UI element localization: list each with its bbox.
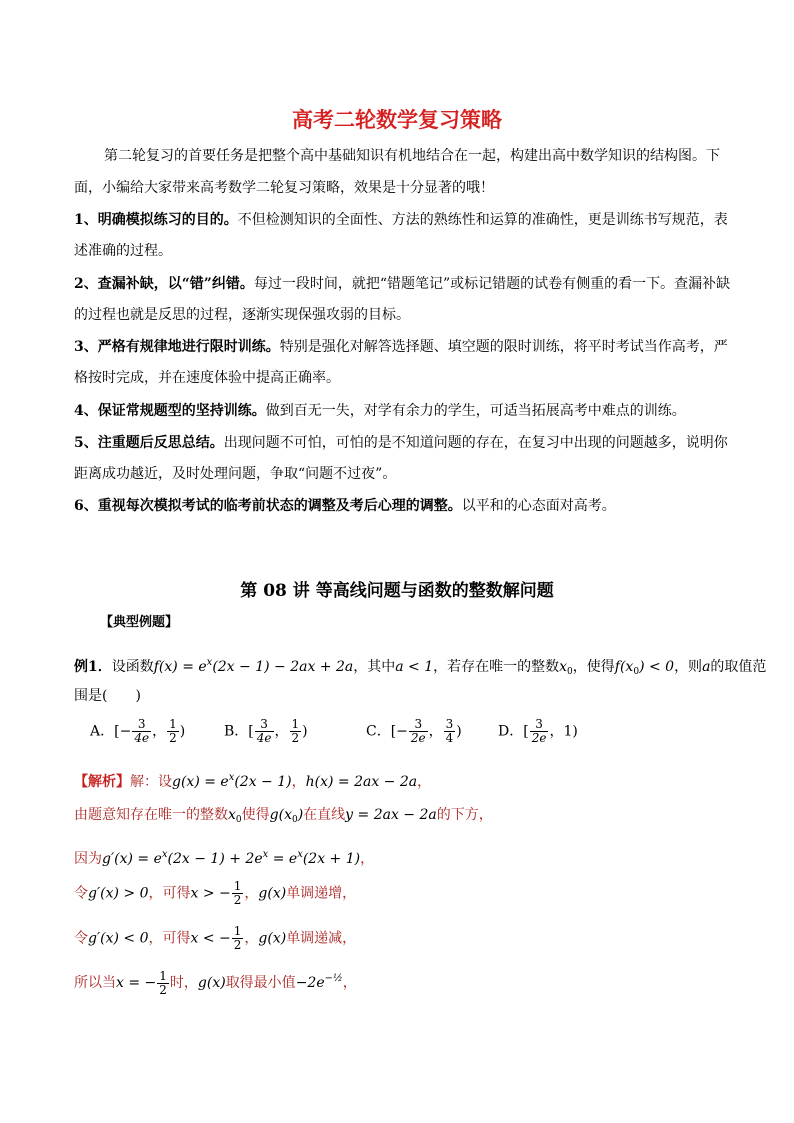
item-5-heading: 5、注重题后反思总结。 [74,435,224,451]
s4-frac: $\frac{1}{2}$ [233,879,242,907]
s2-x: x [228,807,236,823]
lecture-title: 第 08 讲 等高线问题与函数的整数解问题 [240,581,554,601]
intro-line-1: 第二轮复习的首要任务是把整个高中基础知识有机地结合在一起，构建出高中数学知识的结构图。下 [104,148,720,164]
example-question [74,653,766,682]
strategy-item-2-cont: 的过程也就是反思的过程，逐渐实现保强攻弱的目标。 [74,307,410,323]
option-c-frac-2: $\frac{3}{4}$ [445,717,454,745]
s4-a: 令 [74,885,88,902]
s1-g: g(x) = e [172,774,229,790]
option-c-sep: ， [428,723,443,740]
item-3-text: 特别是强化对解答选择题、填空题的限时训练，将平时考试当作高考，严 [279,339,728,355]
q-cond: a < 1 [395,659,434,675]
s3-m3: = e [268,851,298,867]
s2-g-sub: 0 [291,815,298,825]
option-b-frac-2: $\frac{1}{2}$ [291,717,300,745]
s1-c: ， [291,774,306,790]
doc-title: 高考二轮数学复习策略 [292,108,502,132]
q-text-f: ，则 [674,659,703,675]
q-text-e: ，使得 [572,659,615,675]
item-5-text: 出现问题不可怕，可怕的是不知道问题的存在，在复习中出现的问题越多，说明你 [223,435,728,451]
q-text-g: 的取值范 [710,659,767,675]
s1-b: (2x − 1) [234,774,292,790]
s4-c: ， [244,885,259,902]
option-a-frac-1: $\frac{3}{4e}$ [134,717,150,745]
q-ineq-sub: 0 [633,667,640,677]
item-6-heading: 6、重视每次模拟考试的临考前状态的调整及考后心理的调整。 [74,498,462,514]
q-ineq: f(x [614,659,634,675]
s1-h: h(x) = 2ax − 2a [305,774,418,790]
s3-b: ， [360,851,375,867]
item-3-heading: 3、严格有规律地进行限时训练。 [74,339,280,355]
option-b-end: ) [302,723,308,740]
s2-b: 使得 [241,807,270,823]
option-a-frac-2: $\frac{1}{2}$ [169,717,177,745]
q-text-c: ，其中 [353,659,396,675]
item-2-text: 每过一段时间，就把“错题笔记”或标记错题的试卷有侧重的看一下。查漏补缺 [253,276,731,292]
s5-frac: $\frac{1}{2}$ [233,924,242,952]
s2-g2: ) [297,807,304,823]
s4-m: g′(x) > 0 [88,885,149,902]
solution-line-1 [74,768,431,792]
option-a[interactable] [90,718,185,745]
option-c-end: ) [456,723,462,740]
s5-c: ， [244,930,259,947]
q-func-rest: (2x − 1) − 2ax + 2a [212,659,354,675]
strategy-item-3-cont: 格按时完成，并在速度体验中提高正确率。 [74,370,340,386]
s4-d: 单调递增， [286,885,357,902]
option-c-frac-1: $\frac{3}{2e}$ [410,717,426,745]
q-avar: a [702,659,711,675]
option-a-label: A．[− [90,723,132,740]
s6-d: ， [342,975,357,991]
s2-sub: 0 [235,815,242,825]
s4-x: x > − [190,885,231,902]
q-ineq-rest: ) < 0 [639,659,675,675]
strategy-item-1-cont: 述准确的过程。 [74,243,172,259]
example-question-cont: 围是( ) [74,688,141,704]
solution-line-5 [74,925,356,952]
solution-tag: 【解析】 [74,774,130,790]
s6-x: x = − [116,975,157,991]
s1-d: ， [417,774,432,790]
option-a-sep: ， [152,723,167,740]
s6-b: 时， [169,975,198,991]
s5-g: g(x) [258,930,287,947]
q-x0-sub: 0 [567,667,573,677]
strategy-item-6 [74,496,616,516]
s3-a: 因为 [74,851,102,867]
item-6-text: 以平和的心态面对高考。 [461,498,616,514]
s4-g: g(x) [258,885,287,902]
item-2-heading: 2、查漏补缺，以“错”纠错。 [74,276,254,292]
s2-c: 在直线 [303,807,346,823]
s2-a: 由题意知存在唯一的整数 [74,807,228,823]
option-c[interactable] [366,718,462,745]
strategy-item-5 [74,433,728,453]
solution-line-4 [74,880,356,907]
strategy-item-3 [74,337,728,357]
s5-m: g′(x) < 0 [88,930,149,947]
s5-a: 令 [74,930,88,947]
intro-line-2: 面，小编给大家带来高考数学二轮复习策略，效果是十分显著的哦！ [74,180,494,196]
q-x0: x [559,659,568,675]
s6-frac: $\frac{1}{2}$ [159,968,167,997]
option-b-frac-1: $\frac{3}{4e}$ [256,717,272,745]
s4-b: ，可得 [148,885,191,902]
strategy-item-2 [74,274,730,294]
s6-g: g(x) [197,975,226,991]
s1-a: 解：设 [130,774,172,790]
item-1-heading: 1、明确模拟练习的目的。 [74,212,238,228]
option-d-frac-1: $\frac{3}{2e}$ [531,717,547,745]
s2-d: 的下方， [436,807,493,823]
s3-m1: g′(x) = e [102,851,162,867]
item-4-text: 做到百无一失，对学有余力的学生，可适当拓展高考中难点的训练。 [265,403,686,419]
s6-v: −2e [295,975,325,991]
solution-line-6 [74,969,357,997]
s5-b: ，可得 [148,930,191,947]
item-1-text: 不但检测知识的全面性、方法的熟练性和运算的准确性，更是训练书写规范，表 [237,212,728,228]
q-func: f(x) = e [153,659,207,675]
s3-sup1: x [161,849,168,860]
s2-g: g(x [269,807,292,823]
option-b[interactable] [224,718,308,745]
strategy-item-5-cont: 距离成功越近，及时处理问题，争取“问题不过夜”。 [74,466,397,482]
q-text-d: ，若存在唯一的整数 [433,659,560,675]
s6-sup: −½ [324,973,343,984]
q-sup: x [206,657,213,668]
s1-sup: x [228,772,235,783]
option-c-label: C．[− [366,723,408,740]
option-b-label: B．[ [224,723,254,740]
strategy-item-1 [74,210,728,230]
option-b-sep: ， [274,723,289,740]
s3-m2: (2x − 1) + 2e [167,851,263,867]
s6-c: 取得最小值 [225,975,296,991]
option-d-end: 1) [563,723,578,740]
section-label: 【典型例题】 [100,615,179,630]
s3-m4: (2x + 1) [302,851,361,867]
solution-line-3 [74,845,374,869]
option-d[interactable] [498,718,578,745]
s5-d: 单调递减， [286,930,357,947]
strategy-item-4 [74,401,686,421]
s3-sup3: x [297,849,303,860]
s5-x: x < − [190,930,231,947]
s6-a: 所以当 [74,975,116,991]
solution-line-2 [74,805,493,830]
q-text-a: 设函数 [111,659,154,675]
option-a-end: ) [179,723,186,740]
s3-sup2: x [262,849,269,860]
option-d-sep: ， [549,723,564,740]
option-d-label: D．[ [498,723,529,740]
example-label: 例1． [74,659,112,675]
s2-line: y = 2ax − 2a [345,807,437,823]
item-4-heading: 4、保证常规题型的坚持训练。 [74,403,266,419]
